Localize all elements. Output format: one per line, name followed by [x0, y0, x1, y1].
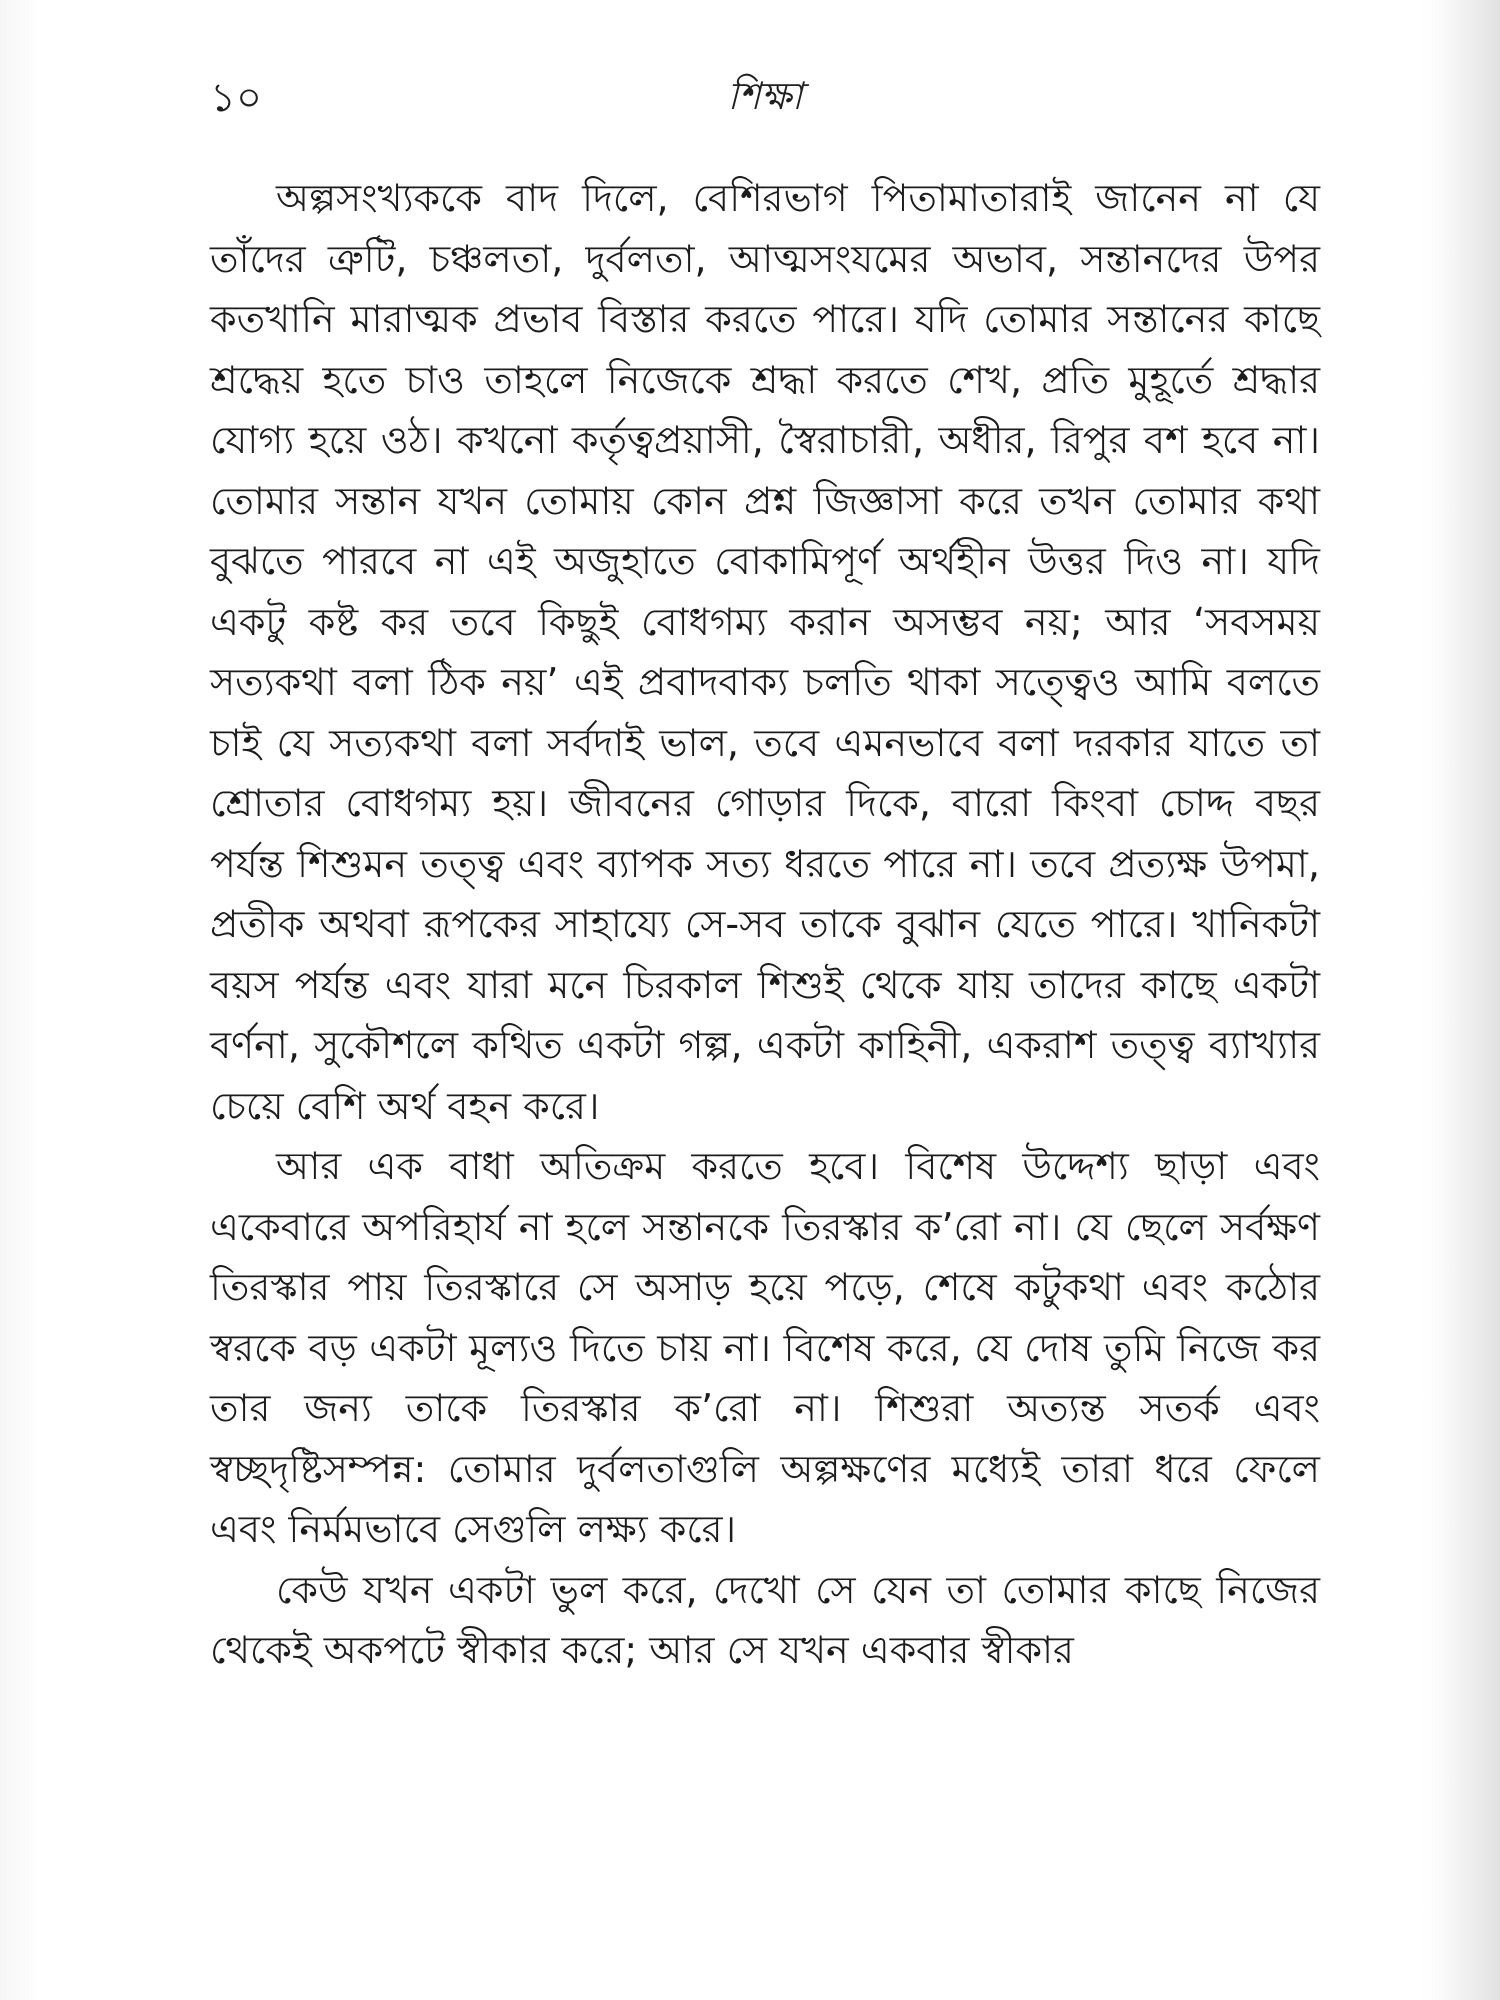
page-edge-shadow: [1440, 0, 1500, 2000]
page-header: [210, 60, 1320, 130]
page-number: ১০: [210, 75, 262, 121]
paragraph-1: অল্পসংখ্যককে বাদ দিলে, বেশিরভাগ পিতামাতারাই জানেন না যে তাঁদের ত্রুটি, চঞ্চলতা, দুর্বলতা, আত্মসংযমের অভাব, সন্তানদের উপর কতখানি মারাত্মক প্রভাব বিস্তার করতে পারে। যদি তোমার সন্তানের কাছে শ্রদ্ধেয় হতে চাও তাহলে নিজেকে শ্রদ্ধা করতে শেখ, প্রতি মুহূর্তে শ্রদ্ধার যোগ্য হয়ে ওঠ। কখনো কর্তৃত্বপ্রয়াসী, স্বৈরাচারী, অধীর, রিপুর বশ হবে না। তোমার সন্তান যখন তোমায় কোন প্রশ্ন জিজ্ঞাসা করে তখন তোমার কথা বুঝতে পারবে না এই অজুহাতে বোকামিপূর্ণ অর্থহীন উত্তর দিও না। যদি একটু কষ্ট কর তবে কিছুই বোধগম্য করান অসম্ভব নয়; আর ‘সবসময় সত্যকথা বলা ঠিক নয়’ এই প্রবাদবাক্য চলতি থাকা সত্ত্বেও আমি বলতে চাই যে সত্যকথা বলা সর্বদাই ভাল, তবে এমনভাবে বলা দরকার যাতে তা শ্রোতার বোধগম্য হয়। জীবনের গোড়ার দিকে, বারো কিংবা চোদ্দ বছর পর্যন্ত শিশুমন তত্ত্ব এবং ব্যাপক সত্য ধরতে পারে না। তবে প্রত্যক্ষ উপমা, প্রতীক অথবা রূপকের সাহায্যে সে-সব তাকে বুঝান যেতে পারে। খানিকটা বয়স পর্যন্ত এবং যারা মনে চিরকাল শিশুই থেকে যায় তাদের কাছে একটা বর্ণনা, সুকৌশলে কথিত একটা গল্প, একটা কাহিনী, একরাশ তত্ত্ব ব্যাখ্যার চেয়ে বেশি অর্থ বহন করে।: [210, 176, 1320, 1128]
paragraph-2: আর এক বাধা অতিক্রম করতে হবে। বিশেষ উদ্দেশ্য ছাড়া এবং একেবারে অপরিহার্য না হলে সন্তানকে তিরস্কার ক’রো না। যে ছেলে সর্বক্ষণ তিরস্কার পায় তিরস্কারে সে অসাড় হয়ে পড়ে, শেষে কটুকথা এবং কঠোর স্বরকে বড় একটা মূল্যও দিতে চায় না। বিশেষ করে, যে দোষ তুমি নিজে কর তার জন্য তাকে তিরস্কার ক’রো না। শিশুরা অত্যন্ত সতর্ক এবং স্বচ্ছদৃষ্টিসম্পন্ন: তোমার দুর্বলতাগুলি অল্পক্ষণের মধ্যেই তারা ধরে ফেলে এবং নির্মমভাবে সেগুলি লক্ষ্য করে।: [210, 1144, 1320, 1551]
running-title: শিক্ষা: [727, 74, 803, 118]
paragraph-3: কেউ যখন একটা ভুল করে, দেখো সে যেন তা তোমার কাছে নিজের থেকেই অকপটে স্বীকার করে; আর সে যখন একবার স্বীকার: [210, 1567, 1320, 1672]
body-text: [210, 168, 1320, 1681]
